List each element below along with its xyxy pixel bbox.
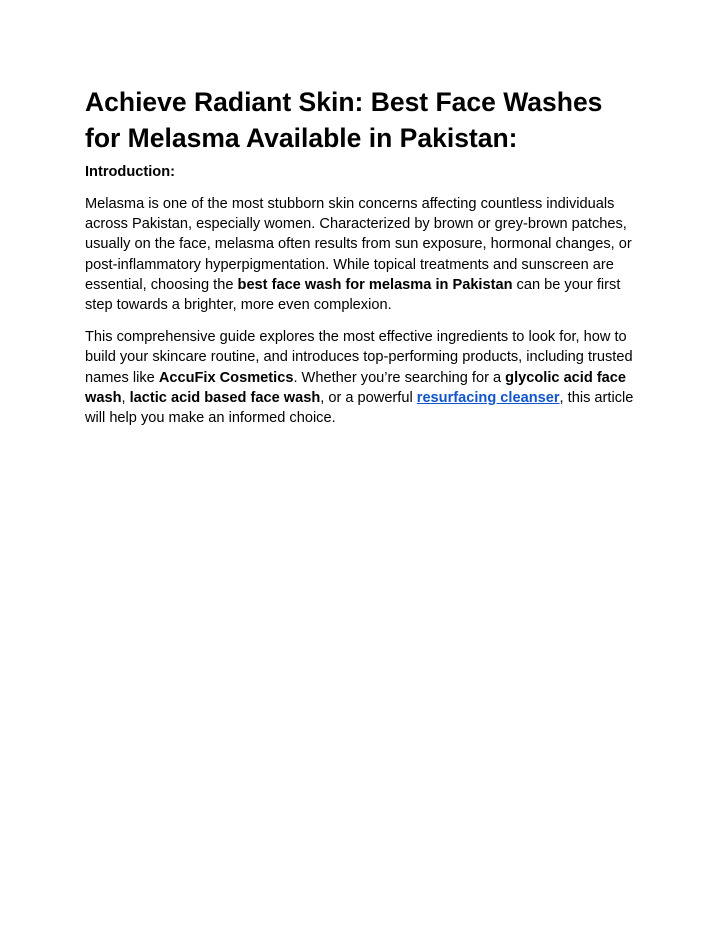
resurfacing-cleanser-link[interactable]: resurfacing cleanser (416, 389, 560, 406)
paragraph-guide (85, 327, 636, 428)
paragraph-text: . Whether you’re searching for a (293, 369, 506, 386)
paragraph-text: , (121, 389, 130, 406)
paragraph-text: , this article will help you make an informed choice. (85, 389, 634, 427)
bold-keyword: best face wash for melasma in Pakistan (237, 276, 513, 293)
paragraph-text: This comprehensive guide explores the most effective ingredients to look for, how to build your skincare routine, and introduces top-performing products, including trusted names like (85, 329, 633, 386)
page-title: Achieve Radiant Skin: Best Face Washes for Melasma Available in Pakistan: (85, 87, 603, 153)
bold-keyword: lactic acid based face wash (129, 389, 321, 406)
paragraph-text: , or a powerful (320, 389, 417, 406)
paragraph-intro (85, 194, 636, 315)
intro-heading: Introduction: (85, 164, 175, 180)
paragraph-text: Melasma is one of the most stubborn skin concerns affecting countless individuals across Pakistan, especially women. Characterized by brown or grey-brown patches, usually on the face, melasma often results from sun exposure, hormonal changes, or post-inflammatory hyperpigmentation. While topical treatments and sunscreen are essential, choosing the (85, 196, 632, 293)
paragraph-text: can be your first step towards a brighter, more even complexion. (85, 276, 621, 314)
bold-brand: AccuFix Cosmetics (158, 369, 294, 386)
bold-keyword: glycolic acid face wash (85, 369, 627, 406)
